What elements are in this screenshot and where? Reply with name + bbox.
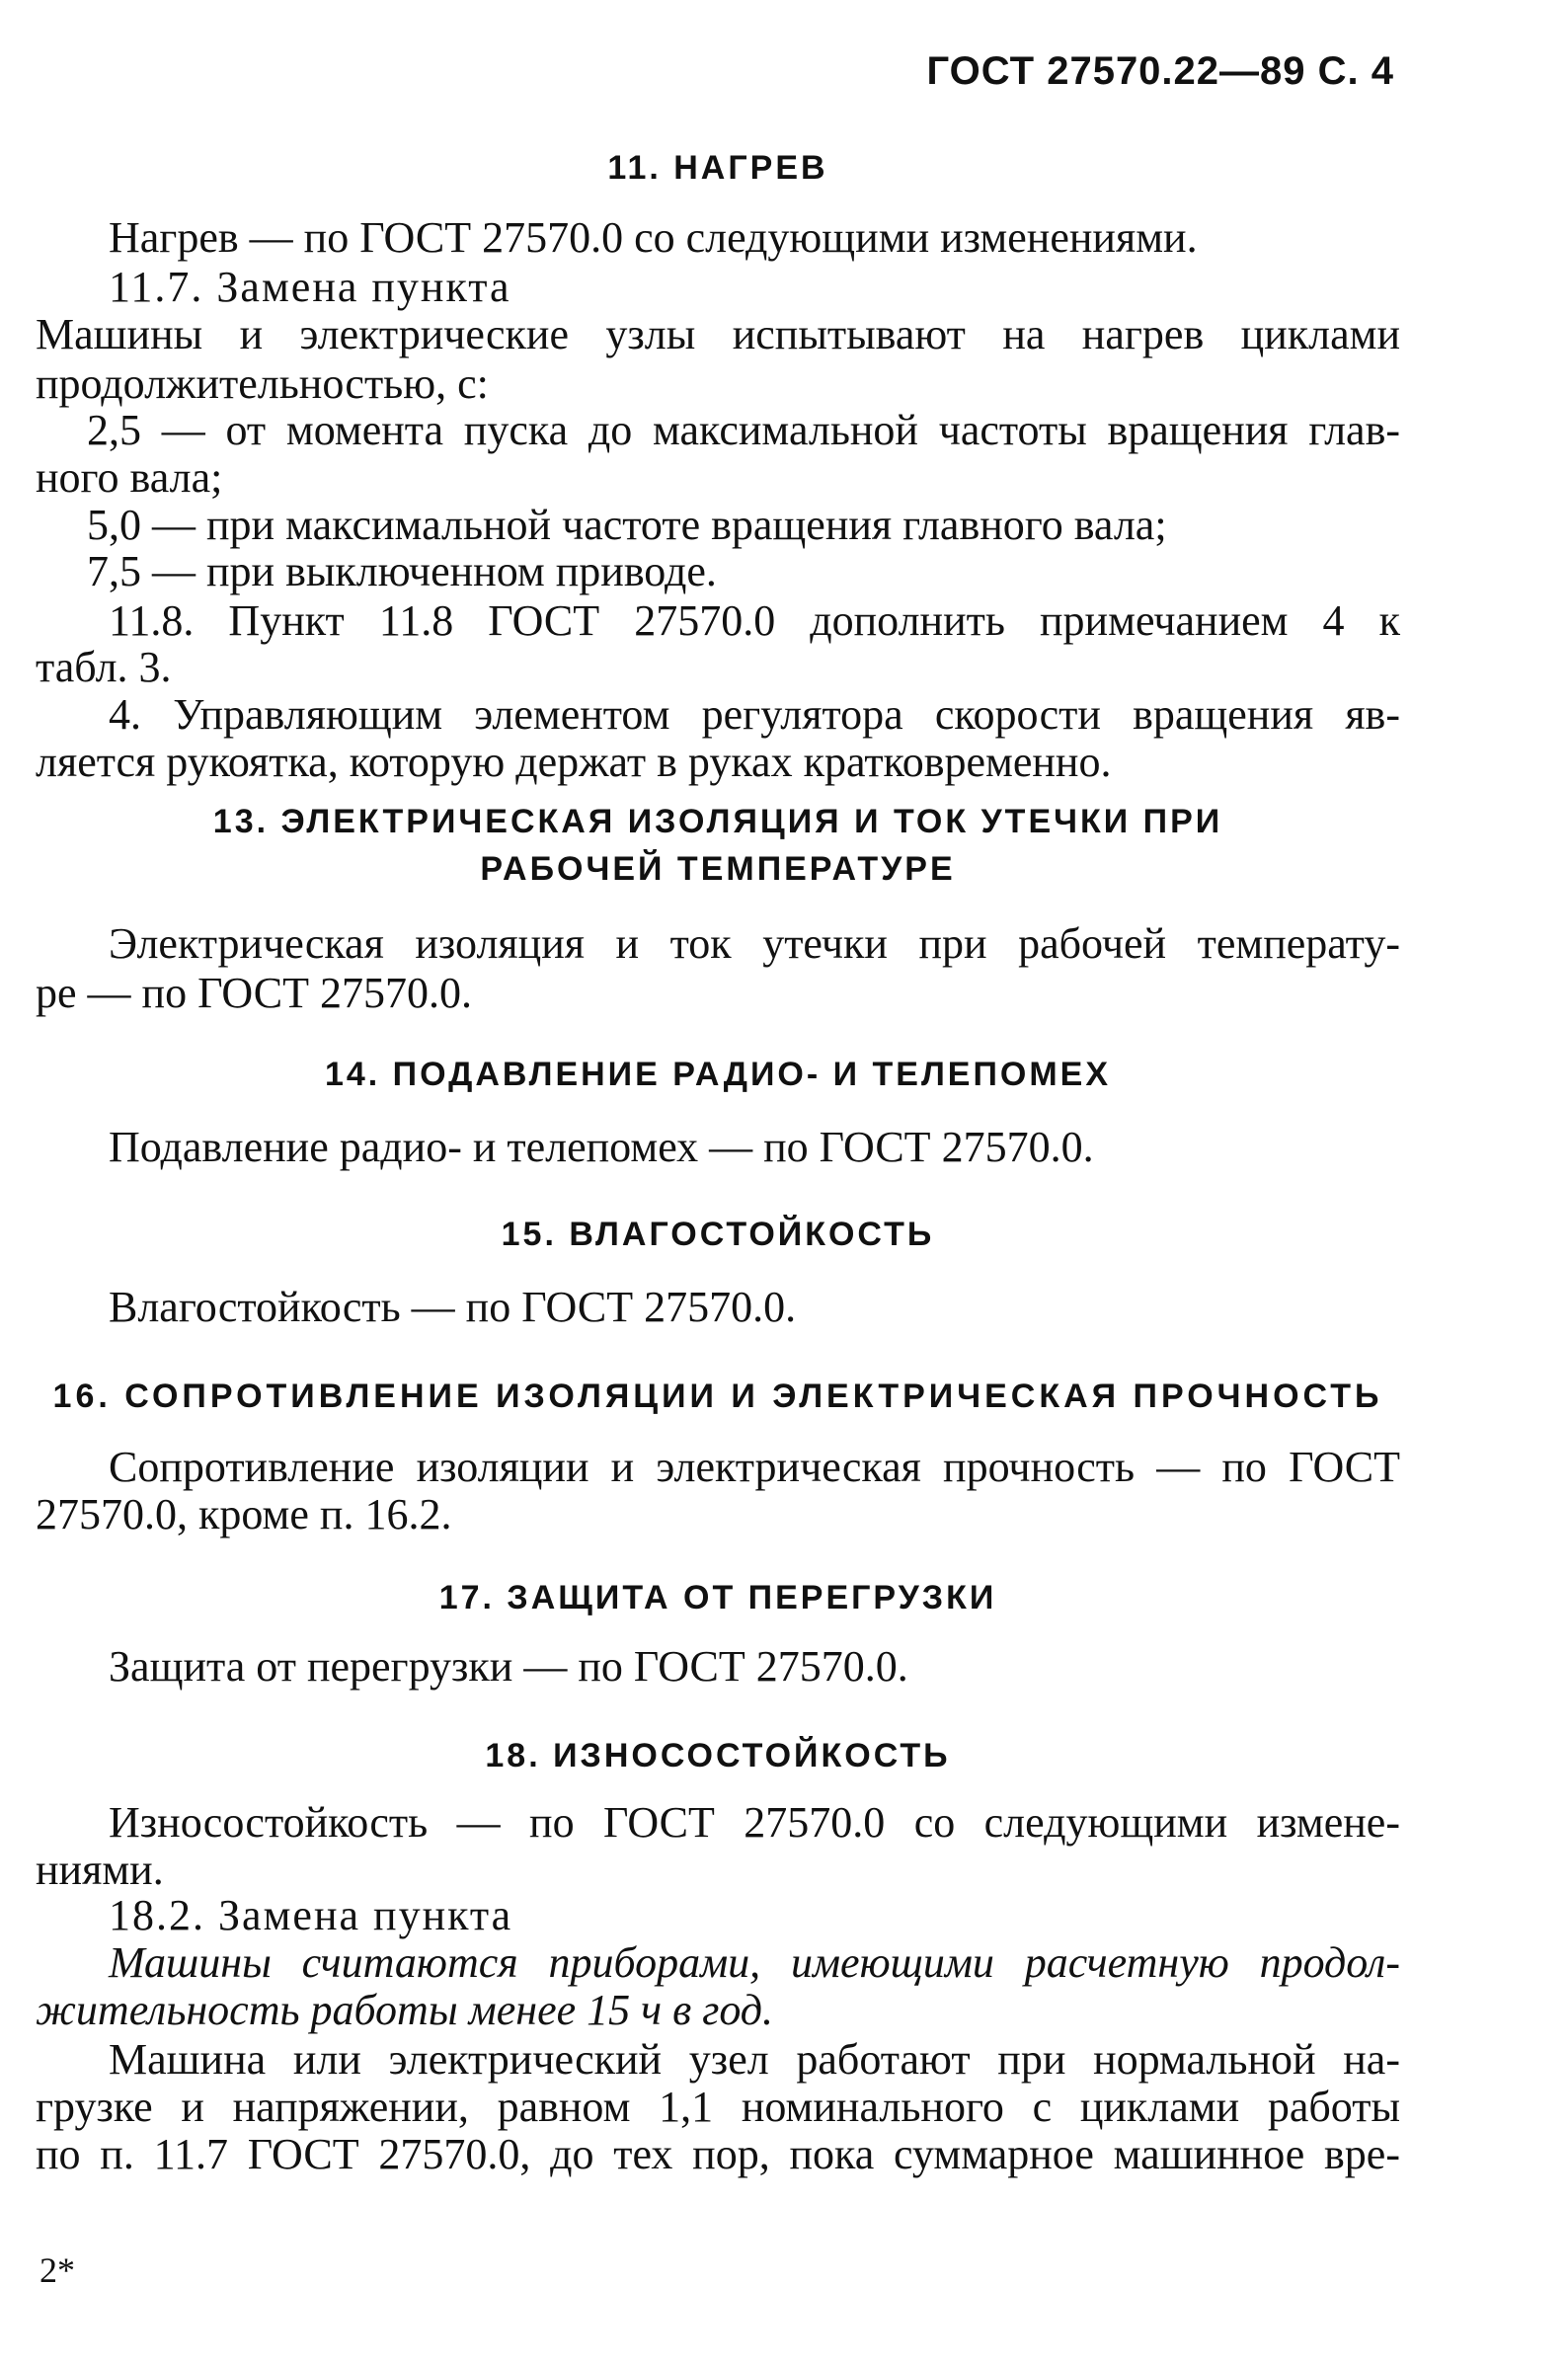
section-18-heading: 18. ИЗНОСОСТОЙКОСТЬ [485, 1737, 951, 1774]
s11-note-line: 4. Управляющим элементом регулятора скорости вращения яв- [109, 690, 1400, 739]
s11-paragraph-line: Машины и электрические узлы испытывают на нагрев циклами [36, 310, 1400, 358]
s18-italic-line: Машины считаются приборами, имеющими расчетную продол- [109, 1938, 1400, 1987]
s13-paragraph-line: ре — по ГОСТ 27570.0. [36, 969, 472, 1017]
section-11-heading: 11. НАГРЕВ [607, 149, 828, 187]
running-header: ГОСТ 27570.22—89 С. 4 [926, 49, 1394, 93]
section-17-heading: 17. ЗАЩИТА ОТ ПЕРЕГРУЗКИ [438, 1579, 997, 1616]
signature-mark: 2* [39, 2250, 75, 2290]
s11-paragraph-line: продолжительностью, с: [36, 359, 489, 408]
s16-paragraph-line: 27570.0, кроме п. 16.2. [36, 1490, 452, 1538]
s18-paragraph-line: Машина или электрический узел работают при нормальной на- [109, 2035, 1400, 2084]
s11-paragraph-line: 11.8. Пункт 11.8 ГОСТ 27570.0 дополнить примечанием 4 к [109, 596, 1400, 645]
s18-subsection-title: 18.2. Замена пункта [109, 1891, 513, 1939]
section-14-heading: 14. ПОДАВЛЕНИЕ РАДИО- И ТЕЛЕПОМЕХ [324, 1056, 1112, 1093]
s11-paragraph-line: табл. 3. [36, 643, 172, 691]
s11-list-item-continuation: ного вала; [36, 453, 223, 502]
s11-paragraph-line: Нагрев — по ГОСТ 27570.0 со следующими изменениями. [109, 213, 1198, 262]
s17-paragraph-line: Защита от перегрузки — по ГОСТ 27570.0. [109, 1642, 908, 1691]
s11-note-line: ляется рукоятка, которую держат в руках кратковременно. [36, 738, 1112, 786]
section-13-heading: 13. ЭЛЕКТРИЧЕСКАЯ ИЗОЛЯЦИЯ И ТОК УТЕЧКИ ПРИ [212, 803, 1223, 840]
s18-paragraph-line: по п. 11.7 ГОСТ 27570.0, до тех пор, пока суммарное машинное вре- [36, 2130, 1400, 2178]
s18-paragraph-line: ниями. [36, 1846, 164, 1894]
s16-paragraph-line: Сопротивление изоляции и электрическая прочность — по ГОСТ [109, 1443, 1400, 1491]
s18-paragraph-line: грузке и напряжении, равном 1,1 номинального с циклами работы [36, 2083, 1400, 2131]
s11-list-item: 5,0 — при максимальной частоте вращения главного вала; [87, 501, 1167, 549]
section-13-heading-cont: РАБОЧЕЙ ТЕМПЕРАТУРЕ [480, 850, 956, 888]
section-15-heading: 15. ВЛАГОСТОЙКОСТЬ [501, 1216, 935, 1253]
section-16-heading: 16. СОПРОТИВЛЕНИЕ ИЗОЛЯЦИИ И ЭЛЕКТРИЧЕСКАЯ ПРОЧНОСТЬ [52, 1378, 1383, 1415]
s18-italic-line: жительность работы менее 15 ч в год. [36, 1986, 774, 2034]
s11-list-item: 7,5 — при выключенном приводе. [87, 547, 717, 595]
s14-paragraph-line: Подавление радио- и телепомех — по ГОСТ 27570.0. [109, 1123, 1094, 1171]
s15-paragraph-line: Влагостойкость — по ГОСТ 27570.0. [109, 1283, 797, 1331]
s13-paragraph-line: Электрическая изоляция и ток утечки при рабочей температу- [109, 919, 1400, 968]
s18-paragraph-line: Износостойкость — по ГОСТ 27570.0 со следующими измене- [109, 1798, 1400, 1847]
s11-list-item: 2,5 — от момента пуска до максимальной частоты вращения глав- [87, 406, 1400, 454]
s11-subsection-title: 11.7. Замена пункта [109, 263, 511, 311]
